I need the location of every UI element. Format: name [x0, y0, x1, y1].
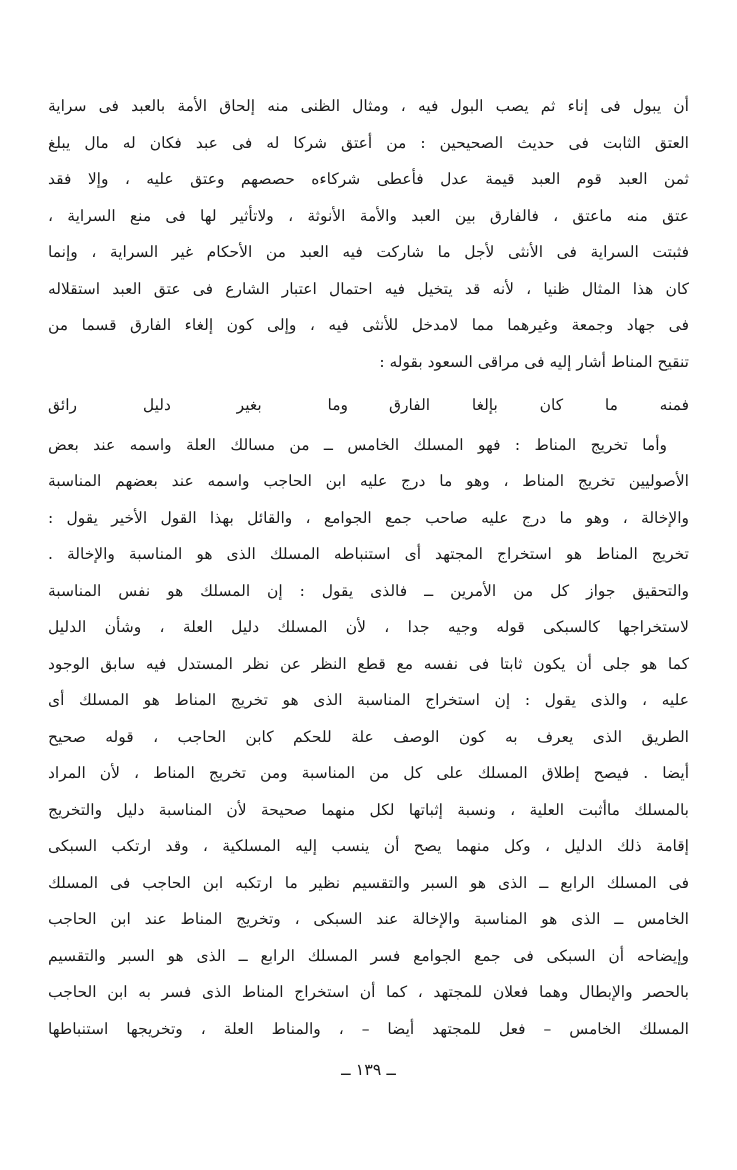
text-line: عليه ، والذى يقول : إن استخراج المناسبة الذى هو تخريج المناط هو المسلك أى — [48, 691, 689, 709]
text-line: عتق منه ماعتق ، فالفارق بين العبد والأمة الأنوثة ، ولاتأثير لها فى منع السراية ، — [48, 206, 689, 225]
verse-first-hemistich: فمنه ما كان بإلغا الفارق — [389, 396, 689, 414]
page-number: ــ ١٣٩ ــ — [341, 1060, 396, 1079]
text-line: الأصوليين تخريج المناط ، وهو ما درج عليه ابن الحاجب واسمه عند بعضهم المناسبة — [48, 472, 689, 490]
page-body — [48, 88, 689, 1047]
text-line: كما هو جلى أن يكون ثابتا فى نفسه مع قطع النظر عن نظر المستدل فيه سابق الوجود — [48, 654, 689, 673]
text-line: الخامس ــ الذى هو المناسبة والإخالة عند السبكى ، وتخريج المناط عند ابن الحاجب — [48, 910, 689, 928]
text-line: المسلك الخامس – فعل للمجتهد أيضا – ، والمناط العلة ، وتخريجها استنباطها — [48, 1019, 689, 1038]
text-line: أن يبول فى إناء ثم يصب البول فيه ، ومثال الظنى منه إلحاق الأمة بالعبد فى سراية — [48, 97, 689, 115]
text-line: ثمن العبد قوم العبد قيمة عدل فأعطى شركاءه حصصهم وعتق عليه ، وإلا فقد — [48, 170, 689, 188]
text-line: الطريق الذى يعرف به كون الوصف علة للحكم كابن الحاجب ، قوله صحيح — [48, 727, 689, 746]
verse-second-hemistich: وما بغير دليل رائق — [48, 396, 348, 414]
text-line: لاستخراجها كالسبكى قوله وجيه جدا ، لأن المسلك دليل العلة ، وشأن الدليل — [48, 618, 689, 636]
text-line: أيضا . فيصح إطلاق المسلك على كل من المناسبة ومن تخريج المناط ، لأن المراد — [48, 764, 689, 782]
poetry-verse — [48, 387, 689, 424]
text-line: إقامة ذلك الدليل ، وكل منهما يصح أن ينسب إليه المسلكية ، وقد ارتكب السبكى — [48, 837, 689, 855]
paragraph-1 — [48, 88, 689, 380]
text-line: وأما تخريج المناط : فهو المسلك الخامس ــ من مسالك العلة واسمه عند بعض — [48, 435, 667, 454]
text-line: والإخالة ، وهو ما درج عليه صاحب جمع الجوامع ، والقائل بهذا القول الأخير يقول : — [48, 508, 689, 527]
text-line: والتحقيق جواز كل من الأمرين ــ فالذى يقول : إن المسلك هو نفس المناسبة — [48, 581, 689, 600]
paragraph-2 — [48, 427, 689, 1048]
text-line: وإيضاحه أن السبكى فى جمع الجوامع فسر المسلك الرابع ــ الذى هو السبر والتقسيم — [48, 946, 689, 965]
text-line: العتق الثابت فى حديث الصحيحين : من أعتق شركا له فى عبد فكان له مال يبلغ — [48, 133, 689, 152]
text-line: بالحصر والإبطال وهما فعلان للمجتهد ، كما أن استخراج المناط الذى فسر به ابن الحاجب — [48, 983, 689, 1001]
text-line: تخريج المناط هو استخراج المجتهد أى استنباطه المسلك الذى هو المناسبة والإخالة . — [48, 545, 689, 563]
text-line: كان هذا المثال ظنيا ، لأنه قد يتخيل فيه احتمال اعتبار الشارع فى عتق العبد استقلاله — [48, 279, 689, 298]
text-line: فثبتت السراية فى الأنثى لأجل ما شاركت فيه العبد من الأحكام غير السراية ، وإنما — [48, 243, 689, 261]
text-line: بالمسلك ماأثبت العلية ، ونسبة إثباتها لكل منهما صحيحة لأن المناسبة دليل والتخريج — [48, 800, 689, 819]
text-line: فى المسلك الرابع ــ الذى هو السبر والتقسيم نظير ما ارتكبه ابن الحاجب فى المسلك — [48, 873, 689, 892]
text-line: فى جهاد وجمعة وغيرهما مما لامدخل للأنثى فيه ، وإلى كون إلغاء الفارق قسما من — [48, 316, 689, 334]
text-line: تنقيح المناط أشار إليه فى مراقى السعود بقوله : — [379, 352, 689, 371]
